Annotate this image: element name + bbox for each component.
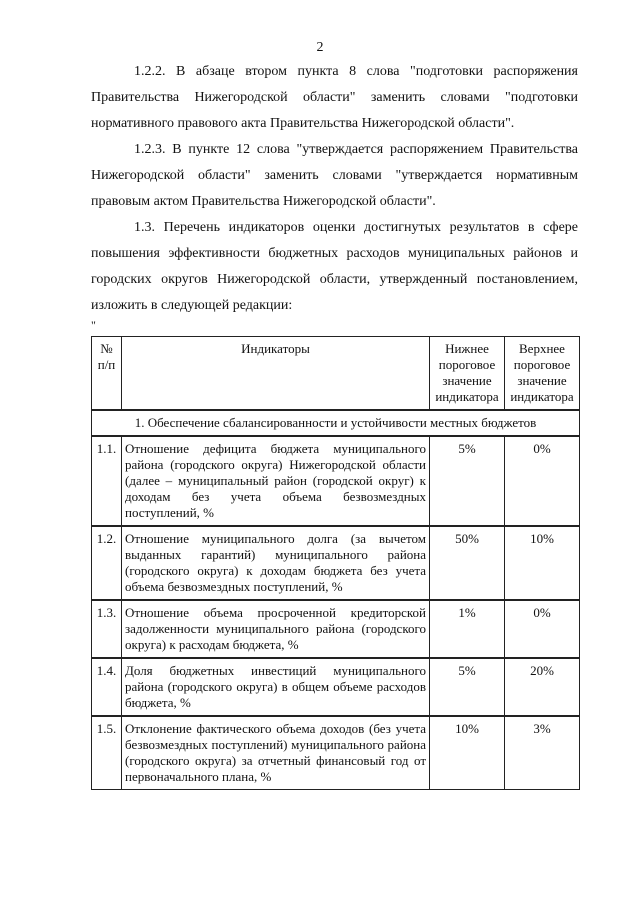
row-indicator: Отношение объема просроченной кредиторской задолженности муниципального района (городского округа) к расходам бюджета, % (122, 600, 430, 658)
row-num: 1.2. (92, 526, 122, 600)
indicators-table (91, 336, 580, 790)
table-section-row (92, 410, 580, 436)
row-lower-value: 1% (430, 600, 505, 658)
paragraph-1-3: 1.3. Перечень индикаторов оценки достигнутых результатов в сфере повышения эффективности бюджетных расходов муниципальных районов и городских округов Нижегородской области, утвержденный постановлением, изложить в следующей редакции: (91, 220, 578, 313)
header-indicator: Индикаторы (122, 337, 430, 411)
paragraph-1-2-3: 1.2.3. В пункте 12 слова "утверждается распоряжением Правительства Нижегородской области" заменить словами "утверждается нормативным правовым актом Правительства Нижегородской области". (91, 142, 578, 209)
table-row (92, 526, 580, 600)
row-indicator: Отношение дефицита бюджета муниципального района (городского округа) Нижегородской области (далее – муниципальный район (городской округ) к доходам без учета объема безвозмездных поступлений, % (122, 436, 430, 526)
row-num: 1.3. (92, 600, 122, 658)
paragraph-1-2-2: 1.2.2. В абзаце втором пункта 8 слова "подготовки распоряжения Правительства Нижегородской области" заменить словами "подготовки нормативного правового акта Правительства Нижегородской области". (91, 64, 578, 131)
row-upper-value: 10% (505, 526, 580, 600)
row-lower-value: 10% (430, 716, 505, 790)
table-row (92, 436, 580, 526)
header-lower-threshold: Нижнее пороговое значение индикатора (430, 337, 505, 411)
page-number: 2 (316, 40, 324, 55)
row-upper-value: 20% (505, 658, 580, 716)
row-lower-value: 5% (430, 658, 505, 716)
row-upper-value: 0% (505, 436, 580, 526)
row-num: 1.1. (92, 436, 122, 526)
row-num: 1.4. (92, 658, 122, 716)
table-header-row (92, 337, 580, 411)
table-row (92, 658, 580, 716)
table-row (92, 716, 580, 790)
row-upper-value: 3% (505, 716, 580, 790)
table-row (92, 600, 580, 658)
row-indicator: Отклонение фактического объема доходов (без учета безвозмездных поступлений) муниципального района (городского округа) за отчетный финансовый год от первоначального плана, % (122, 716, 430, 790)
row-lower-value: 5% (430, 436, 505, 526)
row-lower-value: 50% (430, 526, 505, 600)
row-upper-value: 0% (505, 600, 580, 658)
header-num: № п/п (92, 337, 122, 411)
row-indicator: Отношение муниципального долга (за вычетом выданных гарантий) муниципального района (городского округа) к доходам бюджета без учета объема безвозмездных поступлений, % (122, 526, 430, 600)
header-upper-threshold: Верхнее пороговое значение индикатора (505, 337, 580, 411)
row-num: 1.5. (92, 716, 122, 790)
row-indicator: Доля бюджетных инвестиций муниципального района (городского округа) в общем объеме расходов бюджета, % (122, 658, 430, 716)
section-title: 1. Обеспечение сбалансированности и устойчивости местных бюджетов (92, 410, 580, 436)
opening-quote-mark: " (91, 318, 96, 332)
